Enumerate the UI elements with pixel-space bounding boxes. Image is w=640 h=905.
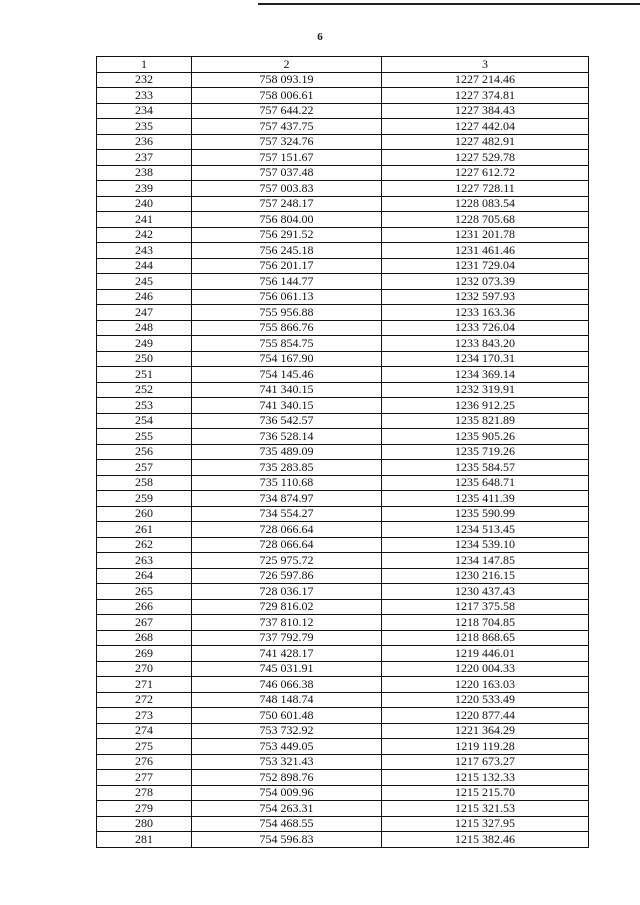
point-number-cell: 253 — [97, 398, 192, 414]
point-number-cell: 270 — [97, 661, 192, 677]
table-row — [97, 739, 589, 755]
point-number-cell: 272 — [97, 692, 192, 708]
y-coordinate-cell: 1235 590.99 — [382, 506, 589, 522]
x-coordinate-cell: 726 597.86 — [192, 568, 382, 584]
table-row — [97, 708, 589, 724]
point-number-cell: 242 — [97, 227, 192, 243]
table-row — [97, 336, 589, 352]
point-number-cell: 254 — [97, 413, 192, 429]
x-coordinate-cell: 748 148.74 — [192, 692, 382, 708]
table-row — [97, 351, 589, 367]
table-row — [97, 196, 589, 212]
x-coordinate-cell: 741 340.15 — [192, 382, 382, 398]
point-number-cell: 269 — [97, 646, 192, 662]
table-row — [97, 832, 589, 848]
point-number-cell: 259 — [97, 491, 192, 507]
x-coordinate-cell: 756 201.17 — [192, 258, 382, 274]
x-coordinate-cell: 746 066.38 — [192, 677, 382, 693]
table-row — [97, 677, 589, 693]
y-coordinate-cell: 1230 216.15 — [382, 568, 589, 584]
point-number-cell: 268 — [97, 630, 192, 646]
table-row — [97, 367, 589, 383]
point-number-cell: 239 — [97, 181, 192, 197]
x-coordinate-cell: 737 810.12 — [192, 615, 382, 631]
x-coordinate-cell: 734 874.97 — [192, 491, 382, 507]
x-coordinate-cell: 728 066.64 — [192, 537, 382, 553]
y-coordinate-cell: 1234 170.31 — [382, 351, 589, 367]
table-row — [97, 227, 589, 243]
point-number-cell: 275 — [97, 739, 192, 755]
y-coordinate-cell: 1235 411.39 — [382, 491, 589, 507]
column-header-point-number: 1 — [97, 57, 192, 73]
x-coordinate-cell: 745 031.91 — [192, 661, 382, 677]
y-coordinate-cell: 1232 319.91 — [382, 382, 589, 398]
point-number-cell: 278 — [97, 785, 192, 801]
table-row — [97, 382, 589, 398]
x-coordinate-cell: 728 066.64 — [192, 522, 382, 538]
x-coordinate-cell: 754 145.46 — [192, 367, 382, 383]
x-coordinate-cell: 756 061.13 — [192, 289, 382, 305]
table-row — [97, 72, 589, 88]
table-row — [97, 692, 589, 708]
point-number-cell: 248 — [97, 320, 192, 336]
point-number-cell: 281 — [97, 832, 192, 848]
table-row — [97, 289, 589, 305]
y-coordinate-cell: 1235 648.71 — [382, 475, 589, 491]
point-number-cell: 243 — [97, 243, 192, 259]
x-coordinate-cell: 754 263.31 — [192, 801, 382, 817]
table-row — [97, 134, 589, 150]
x-coordinate-cell: 754 167.90 — [192, 351, 382, 367]
x-coordinate-cell: 734 554.27 — [192, 506, 382, 522]
x-coordinate-cell: 735 489.09 — [192, 444, 382, 460]
y-coordinate-cell: 1227 374.81 — [382, 88, 589, 104]
table-row — [97, 212, 589, 228]
y-coordinate-cell: 1215 215.70 — [382, 785, 589, 801]
point-number-cell: 264 — [97, 568, 192, 584]
y-coordinate-cell: 1234 147.85 — [382, 553, 589, 569]
y-coordinate-cell: 1236 912.25 — [382, 398, 589, 414]
point-number-cell: 240 — [97, 196, 192, 212]
y-coordinate-cell: 1217 375.58 — [382, 599, 589, 615]
y-coordinate-cell: 1231 201.78 — [382, 227, 589, 243]
y-coordinate-cell: 1227 482.91 — [382, 134, 589, 150]
x-coordinate-cell: 757 248.17 — [192, 196, 382, 212]
x-coordinate-cell: 728 036.17 — [192, 584, 382, 600]
point-number-cell: 280 — [97, 816, 192, 832]
point-number-cell: 236 — [97, 134, 192, 150]
x-coordinate-cell: 753 732.92 — [192, 723, 382, 739]
x-coordinate-cell: 757 037.48 — [192, 165, 382, 181]
point-number-cell: 267 — [97, 615, 192, 631]
x-coordinate-cell: 757 003.83 — [192, 181, 382, 197]
x-coordinate-cell: 735 110.68 — [192, 475, 382, 491]
y-coordinate-cell: 1234 513.45 — [382, 522, 589, 538]
x-coordinate-cell: 737 792.79 — [192, 630, 382, 646]
point-number-cell: 271 — [97, 677, 192, 693]
y-coordinate-cell: 1227 529.78 — [382, 150, 589, 166]
point-number-cell: 235 — [97, 119, 192, 135]
x-coordinate-cell: 755 956.88 — [192, 305, 382, 321]
y-coordinate-cell: 1233 163.36 — [382, 305, 589, 321]
point-number-cell: 237 — [97, 150, 192, 166]
coordinates-table — [96, 56, 589, 848]
y-coordinate-cell: 1235 905.26 — [382, 429, 589, 445]
point-number-cell: 274 — [97, 723, 192, 739]
y-coordinate-cell: 1227 214.46 — [382, 72, 589, 88]
y-coordinate-cell: 1215 132.33 — [382, 770, 589, 786]
point-number-cell: 257 — [97, 460, 192, 476]
table-row — [97, 630, 589, 646]
y-coordinate-cell: 1227 728.11 — [382, 181, 589, 197]
y-coordinate-cell: 1231 461.46 — [382, 243, 589, 259]
x-coordinate-cell: 755 854.75 — [192, 336, 382, 352]
y-coordinate-cell: 1221 364.29 — [382, 723, 589, 739]
point-number-cell: 260 — [97, 506, 192, 522]
y-coordinate-cell: 1217 673.27 — [382, 754, 589, 770]
table-row — [97, 398, 589, 414]
table-row — [97, 274, 589, 290]
point-number-cell: 247 — [97, 305, 192, 321]
y-coordinate-cell: 1215 327.95 — [382, 816, 589, 832]
table-row — [97, 723, 589, 739]
table-row — [97, 754, 589, 770]
column-header-y: 3 — [382, 57, 589, 73]
x-coordinate-cell: 741 428.17 — [192, 646, 382, 662]
x-coordinate-cell: 757 151.67 — [192, 150, 382, 166]
x-coordinate-cell: 750 601.48 — [192, 708, 382, 724]
point-number-cell: 244 — [97, 258, 192, 274]
table-row — [97, 119, 589, 135]
page-number: 6 — [317, 31, 323, 43]
point-number-cell: 241 — [97, 212, 192, 228]
point-number-cell: 250 — [97, 351, 192, 367]
y-coordinate-cell: 1227 442.04 — [382, 119, 589, 135]
table-row — [97, 785, 589, 801]
x-coordinate-cell: 755 866.76 — [192, 320, 382, 336]
table-row — [97, 88, 589, 104]
point-number-cell: 238 — [97, 165, 192, 181]
y-coordinate-cell: 1232 073.39 — [382, 274, 589, 290]
table-row — [97, 150, 589, 166]
x-coordinate-cell: 753 449.05 — [192, 739, 382, 755]
table-row — [97, 491, 589, 507]
y-coordinate-cell: 1215 321.53 — [382, 801, 589, 817]
x-coordinate-cell: 752 898.76 — [192, 770, 382, 786]
point-number-cell: 256 — [97, 444, 192, 460]
point-number-cell: 251 — [97, 367, 192, 383]
table-row — [97, 165, 589, 181]
table-row — [97, 584, 589, 600]
y-coordinate-cell: 1227 612.72 — [382, 165, 589, 181]
x-coordinate-cell: 725 975.72 — [192, 553, 382, 569]
header-row — [97, 57, 589, 73]
table-row — [97, 661, 589, 677]
point-number-cell: 234 — [97, 103, 192, 119]
table-row — [97, 553, 589, 569]
point-number-cell: 249 — [97, 336, 192, 352]
x-coordinate-cell: 756 245.18 — [192, 243, 382, 259]
y-coordinate-cell: 1220 163.03 — [382, 677, 589, 693]
table-row — [97, 599, 589, 615]
x-coordinate-cell: 756 804.00 — [192, 212, 382, 228]
table-row — [97, 103, 589, 119]
point-number-cell: 262 — [97, 537, 192, 553]
table-row — [97, 320, 589, 336]
y-coordinate-cell: 1233 726.04 — [382, 320, 589, 336]
table-row — [97, 258, 589, 274]
x-coordinate-cell: 757 644.22 — [192, 103, 382, 119]
x-coordinate-cell: 736 528.14 — [192, 429, 382, 445]
point-number-cell: 276 — [97, 754, 192, 770]
table-row — [97, 646, 589, 662]
point-number-cell: 279 — [97, 801, 192, 817]
point-number-cell: 258 — [97, 475, 192, 491]
top-rule — [258, 3, 640, 5]
x-coordinate-cell: 756 144.77 — [192, 274, 382, 290]
x-coordinate-cell: 757 324.76 — [192, 134, 382, 150]
y-coordinate-cell: 1227 384.43 — [382, 103, 589, 119]
y-coordinate-cell: 1220 877.44 — [382, 708, 589, 724]
point-number-cell: 245 — [97, 274, 192, 290]
x-coordinate-cell: 758 006.61 — [192, 88, 382, 104]
x-coordinate-cell: 758 093.19 — [192, 72, 382, 88]
table-row — [97, 429, 589, 445]
y-coordinate-cell: 1234 369.14 — [382, 367, 589, 383]
y-coordinate-cell: 1230 437.43 — [382, 584, 589, 600]
y-coordinate-cell: 1235 719.26 — [382, 444, 589, 460]
point-number-cell: 265 — [97, 584, 192, 600]
table-row — [97, 537, 589, 553]
table-row — [97, 444, 589, 460]
x-coordinate-cell: 754 468.55 — [192, 816, 382, 832]
point-number-cell: 246 — [97, 289, 192, 305]
table-row — [97, 568, 589, 584]
point-number-cell: 252 — [97, 382, 192, 398]
table-row — [97, 770, 589, 786]
table-row — [97, 475, 589, 491]
x-coordinate-cell: 753 321.43 — [192, 754, 382, 770]
point-number-cell: 255 — [97, 429, 192, 445]
table-row — [97, 801, 589, 817]
point-number-cell: 277 — [97, 770, 192, 786]
point-number-cell: 273 — [97, 708, 192, 724]
table-row — [97, 506, 589, 522]
table-row — [97, 460, 589, 476]
point-number-cell: 261 — [97, 522, 192, 538]
y-coordinate-cell: 1233 843.20 — [382, 336, 589, 352]
point-number-cell: 232 — [97, 72, 192, 88]
table-row — [97, 522, 589, 538]
y-coordinate-cell: 1220 004.33 — [382, 661, 589, 677]
y-coordinate-cell: 1234 539.10 — [382, 537, 589, 553]
table-row — [97, 615, 589, 631]
x-coordinate-cell: 756 291.52 — [192, 227, 382, 243]
x-coordinate-cell: 754 009.96 — [192, 785, 382, 801]
y-coordinate-cell: 1235 821.89 — [382, 413, 589, 429]
y-coordinate-cell: 1220 533.49 — [382, 692, 589, 708]
x-coordinate-cell: 736 542.57 — [192, 413, 382, 429]
table-row — [97, 181, 589, 197]
table-row — [97, 816, 589, 832]
point-number-cell: 266 — [97, 599, 192, 615]
point-number-cell: 263 — [97, 553, 192, 569]
y-coordinate-cell: 1218 868.65 — [382, 630, 589, 646]
y-coordinate-cell: 1231 729.04 — [382, 258, 589, 274]
y-coordinate-cell: 1228 083.54 — [382, 196, 589, 212]
y-coordinate-cell: 1215 382.46 — [382, 832, 589, 848]
column-header-x: 2 — [192, 57, 382, 73]
point-number-cell: 233 — [97, 88, 192, 104]
y-coordinate-cell: 1228 705.68 — [382, 212, 589, 228]
y-coordinate-cell: 1218 704.85 — [382, 615, 589, 631]
y-coordinate-cell: 1235 584.57 — [382, 460, 589, 476]
y-coordinate-cell: 1219 119.28 — [382, 739, 589, 755]
x-coordinate-cell: 741 340.15 — [192, 398, 382, 414]
y-coordinate-cell: 1232 597.93 — [382, 289, 589, 305]
x-coordinate-cell: 735 283.85 — [192, 460, 382, 476]
x-coordinate-cell: 757 437.75 — [192, 119, 382, 135]
x-coordinate-cell: 729 816.02 — [192, 599, 382, 615]
y-coordinate-cell: 1219 446.01 — [382, 646, 589, 662]
table-row — [97, 305, 589, 321]
x-coordinate-cell: 754 596.83 — [192, 832, 382, 848]
table-row — [97, 413, 589, 429]
table-row — [97, 243, 589, 259]
